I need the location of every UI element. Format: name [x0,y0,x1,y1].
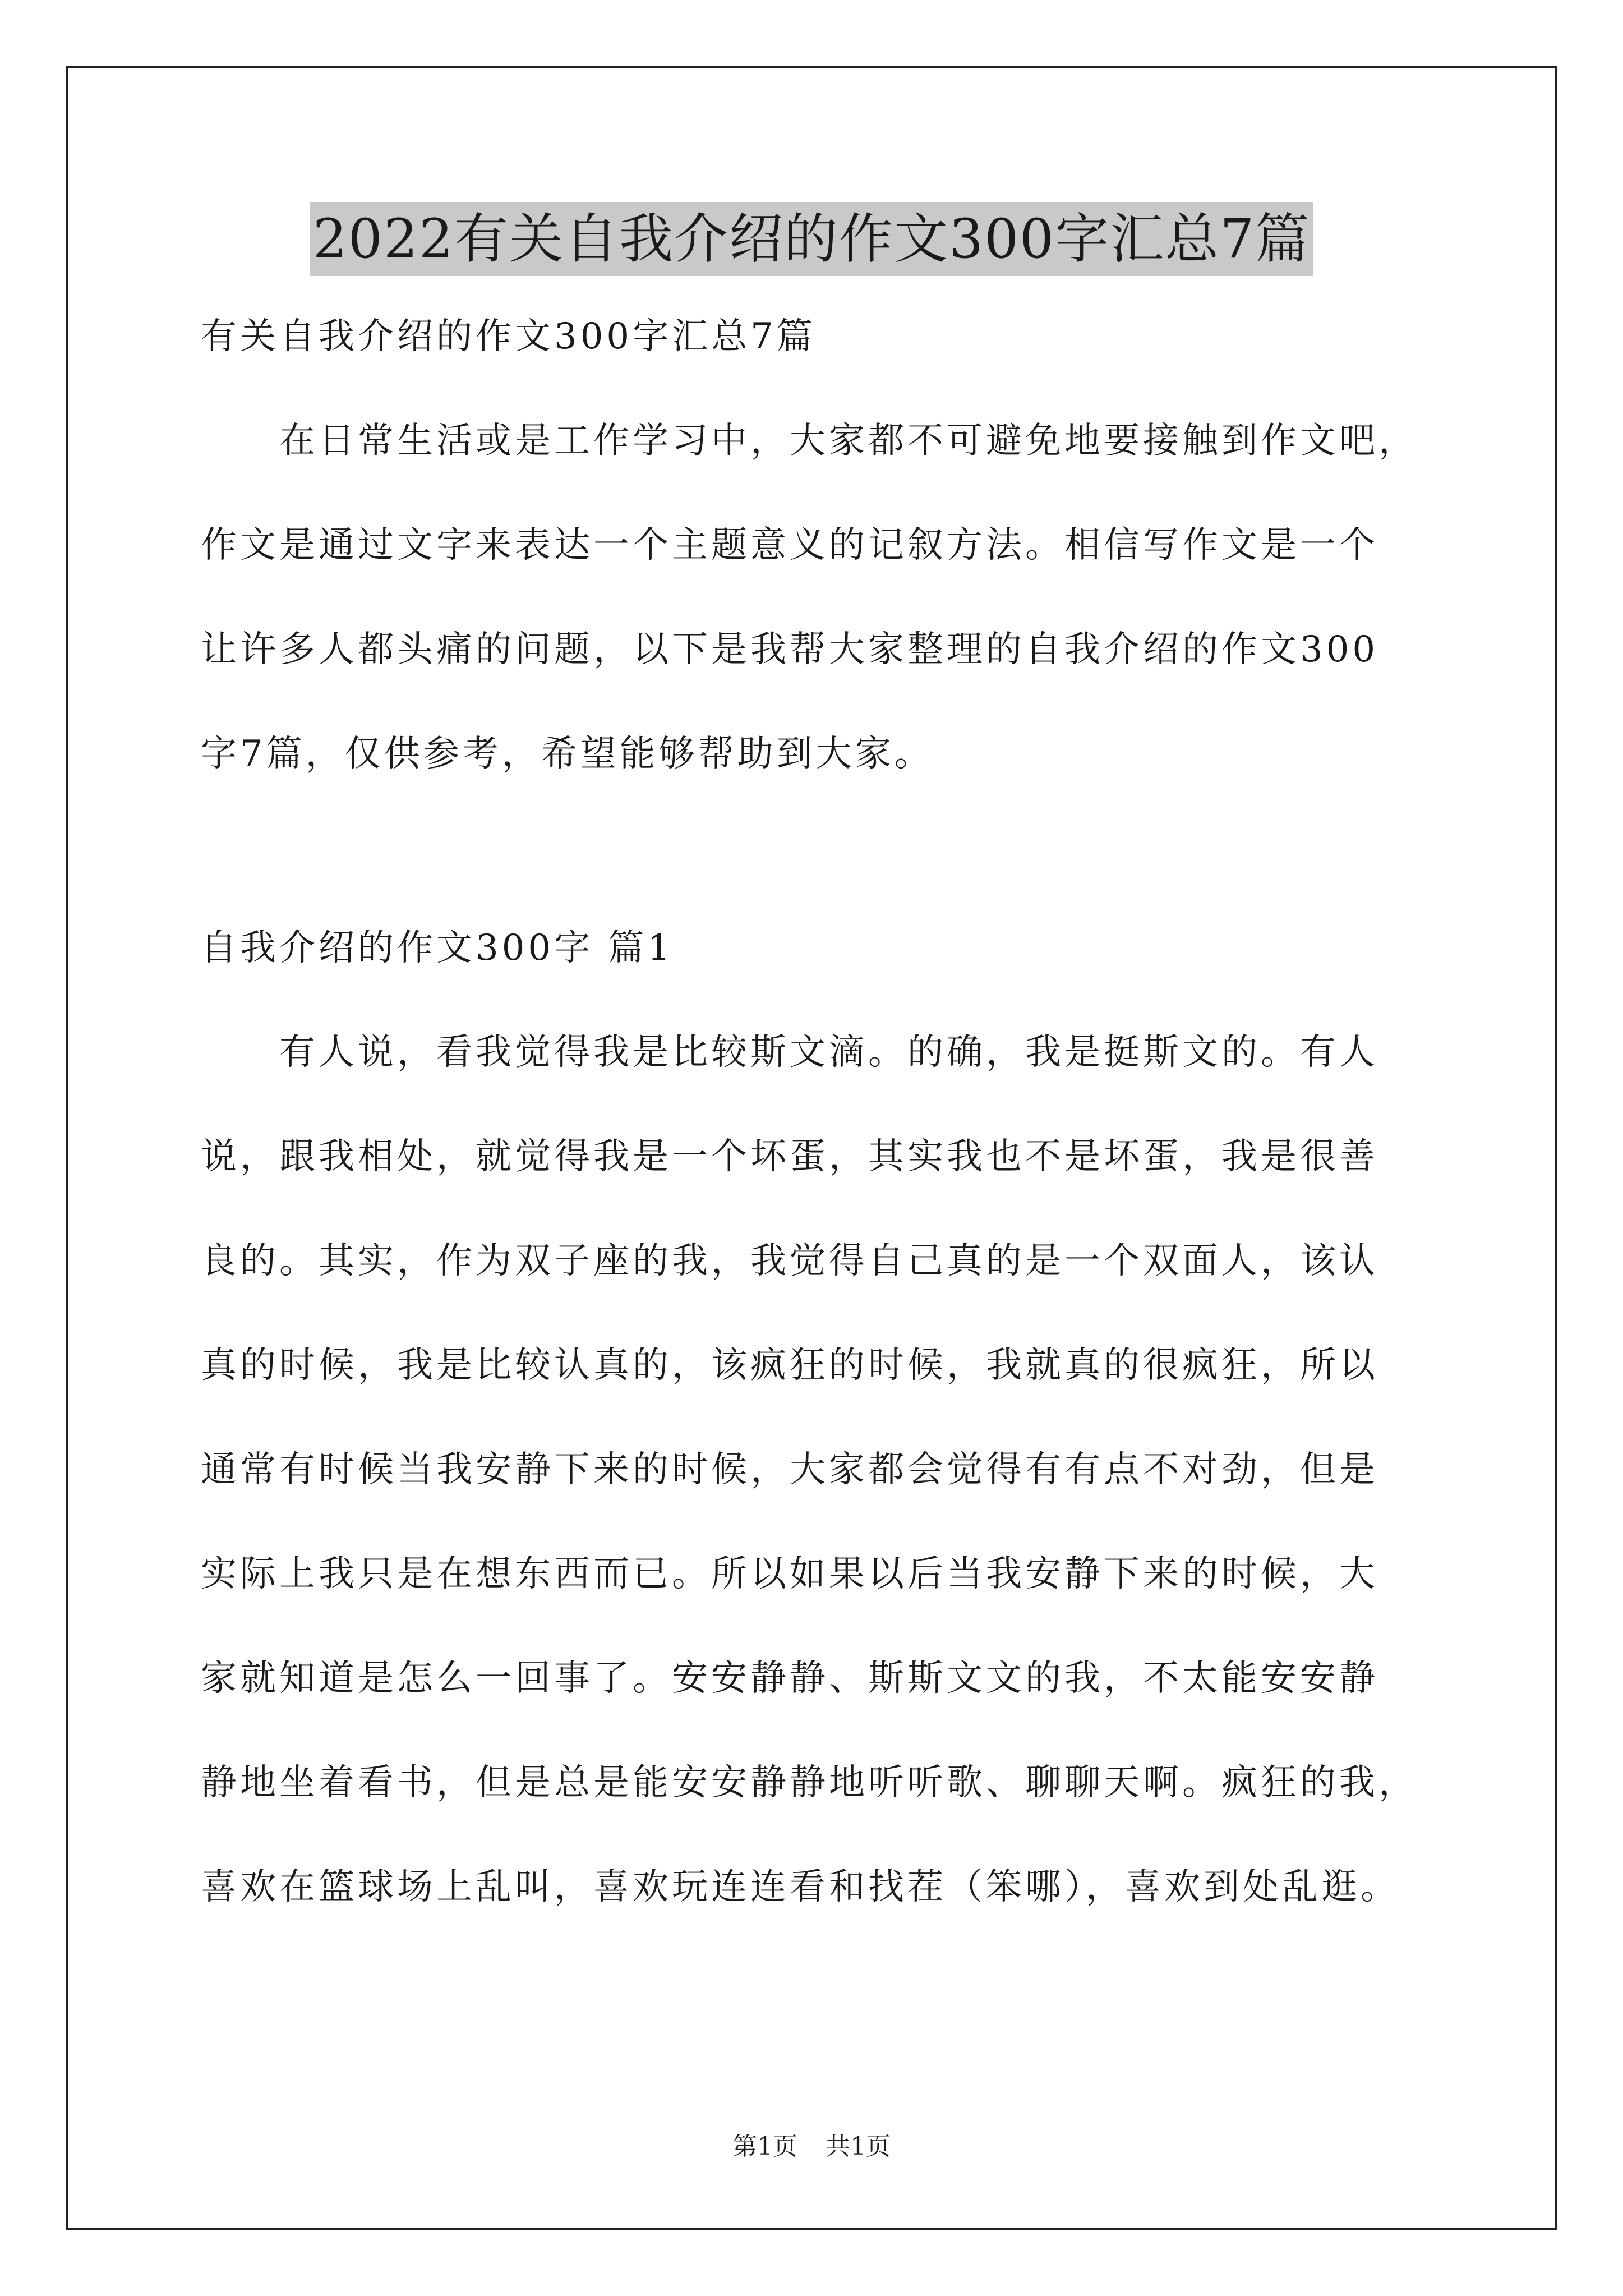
page-number: 第1页 [732,2132,797,2161]
section-spacer [201,825,1423,914]
section-line: 说，跟我相处，就觉得我是一个坏蛋，其实我也不是坏蛋，我是很善 [201,1136,1378,1177]
page-footer [0,2126,1623,2162]
intro-line: 在日常生活或是工作学习中，大家都不可避免地要接触到作文吧， [279,420,1418,462]
section-line: 通常有时候当我安静下来的时候，大家都会觉得有有点不对劲，但是 [201,1449,1378,1490]
section-line: 实际上我只是在想东西而已。所以如果以后当我安静下来的时候，大 [201,1553,1378,1595]
document-title: 2022有关自我介绍的作文300字汇总7篇 [310,202,1314,276]
section-line: 良的。其实，作为双子座的我，我觉得自己真的是一个双面人，该认 [201,1240,1378,1282]
intro-line: 字7篇，仅供参考，希望能够帮助到大家。 [201,733,934,775]
intro-line: 让许多人都头痛的问题，以下是我帮大家整理的自我介绍的作文300 [201,629,1379,670]
title-container [0,202,1623,276]
document-body [201,303,1423,1958]
section-line: 家就知道是怎么一回事了。安安静静、斯斯文文的我，不太能安安静 [201,1658,1378,1699]
page-total: 共1页 [826,2132,891,2161]
subtitle: 有关自我介绍的作文300字汇总7篇 [201,316,816,357]
intro-line: 作文是通过文字来表达一个主题意义的记叙方法。相信写作文是一个 [201,524,1378,566]
section-line: 真的时候，我是比较认真的，该疯狂的时候，我就真的很疯狂，所以 [201,1345,1378,1386]
section-line: 静地坐着看书，但是总是能安安静静地听听歌、聊聊天啊。疯狂的我， [201,1762,1418,1803]
section-line: 有人说，看我觉得我是比较斯文滴。的确，我是挺斯文的。有人 [279,1032,1378,1073]
section-heading: 自我介绍的作文300字 篇1 [201,927,674,969]
section-line: 喜欢在篮球场上乱叫，喜欢玩连连看和找茬（笨哪），喜欢到处乱逛。 [201,1866,1400,1908]
